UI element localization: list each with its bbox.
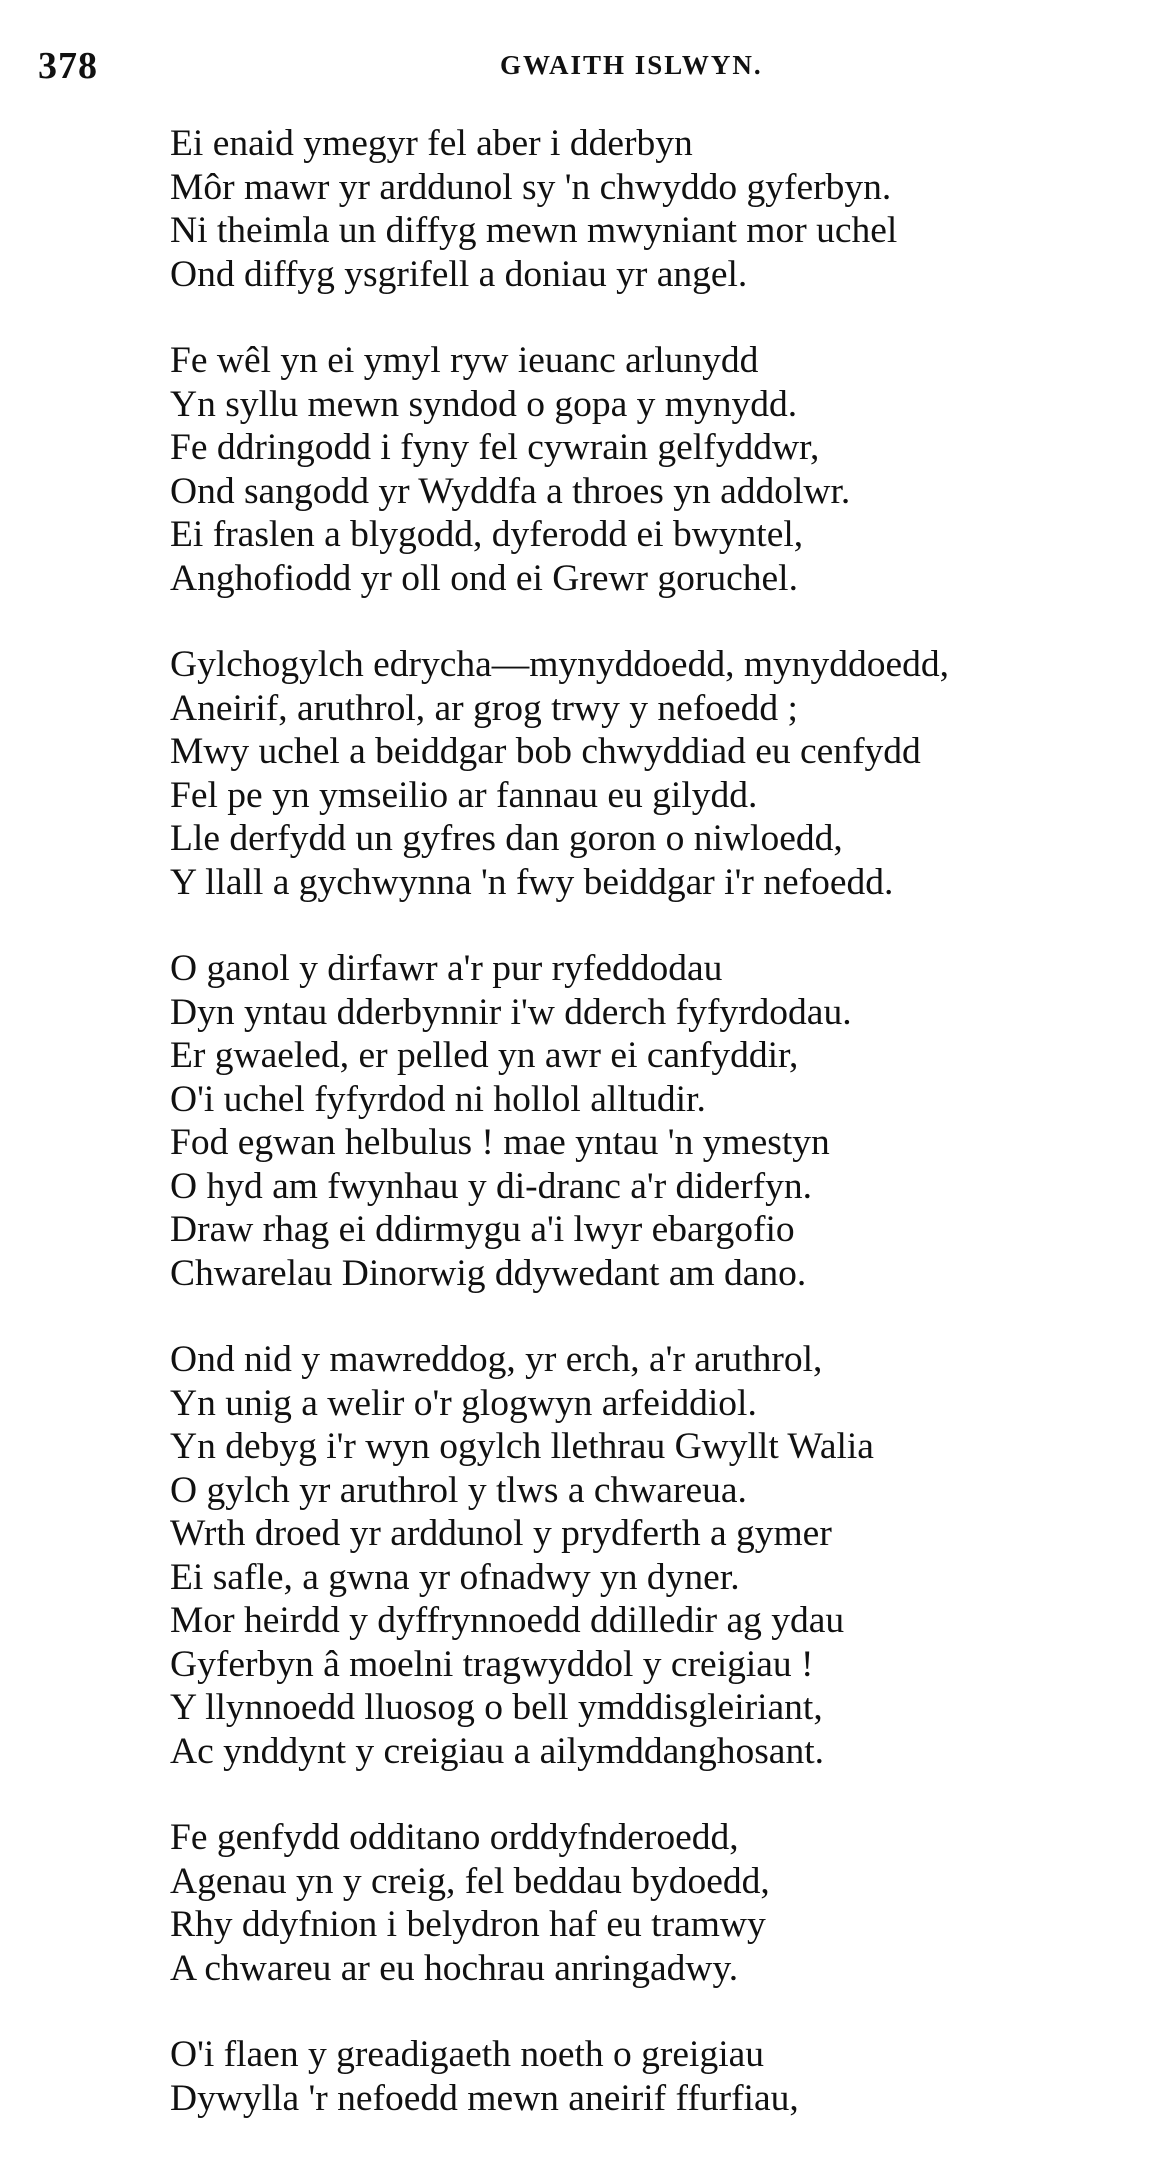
poem-line: Ac ynddynt y creigiau a ailymddanghosant. (170, 1730, 824, 1772)
poem-line: Anghofiodd yr oll ond ei Grewr goruchel. (170, 557, 798, 599)
poem-line: Dywylla 'r nefoedd mewn aneirif ffurfiau, (170, 2077, 799, 2119)
page-number: 378 (38, 45, 98, 87)
stanza (170, 643, 1150, 904)
poem-line: Draw rhag ei ddirmygu a'i lwyr ebargofio (170, 1209, 795, 1250)
poem-line: Ei safle, a gwna yr ofnadwy yn dyner. (170, 1556, 740, 1598)
book-title: GWAITH ISLWYN. (500, 50, 763, 80)
poem-line: Yn debyg i'r wyn ogylch llethrau Gwyllt Walia (170, 1426, 874, 1467)
poem-line: Dyn yntau dderbynnir i'w dderch fyfyrdodau. (170, 991, 852, 1033)
poem-line: Aneirif, aruthrol, ar grog trwy y nefoedd ; (170, 687, 798, 729)
poem-line: Yn syllu mewn syndod o gopa y mynydd. (170, 383, 798, 425)
poem-line: A chwareu ar eu hochrau anringadwy. (170, 1947, 739, 1989)
poem-line: Fod egwan helbulus ! mae yntau 'n ymestyn (170, 1122, 830, 1163)
poem-line: Wrth droed yr arddunol y prydferth a gymer (170, 1513, 832, 1554)
poem-line: Gyferbyn â moelni tragwyddol y creigiau ! (170, 1643, 814, 1685)
poem-body (170, 122, 1150, 2163)
poem-line: O'i flaen y greadigaeth noeth o greigiau (170, 2034, 765, 2075)
poem-line: Ond nid y mawreddog, yr erch, a'r aruthrol, (170, 1339, 823, 1380)
poem-line: Y llall a gychwynna 'n fwy beiddgar i'r nefoedd. (170, 861, 894, 903)
poem-line: Y llynnoedd lluosog o bell ymddisgleiriant, (170, 1687, 823, 1728)
stanza (170, 339, 1150, 600)
stanza (170, 1816, 1150, 1990)
poem-line: O hyd am fwynhau y di-dranc a'r diderfyn. (170, 1165, 812, 1207)
poem-line: Fe ddringodd i fyny fel cywrain gelfyddwr, (170, 427, 820, 468)
poem-line: Ei enaid ymegyr fel aber i dderbyn (170, 123, 693, 164)
stanza (170, 1338, 1150, 1773)
poem-line: O'i uchel fyfyrdod ni hollol alltudir. (170, 1078, 706, 1120)
poem-line: Mwy uchel a beiddgar bob chwyddiad eu cenfydd (170, 731, 921, 772)
poem-line: Mor heirdd y dyffrynnoedd ddilledir ag ydau (170, 1600, 845, 1641)
poem-line: Fel pe yn ymseilio ar fannau eu gilydd. (170, 774, 758, 816)
poem-line: Ni theimla un diffyg mewn mwyniant mor uchel (170, 210, 898, 251)
poem-line: Fe genfydd odditano orddyfnderoedd, (170, 1817, 739, 1858)
poem-line: Gylchogylch edrycha—mynyddoedd, mynyddoedd, (170, 644, 950, 685)
poem-line: Lle derfydd un gyfres dan goron o niwloedd, (170, 818, 843, 859)
poem-line: Chwarelau Dinorwig ddywedant am dano. (170, 1252, 807, 1294)
poem-line: Rhy ddyfnion i belydron haf eu tramwy (170, 1904, 766, 1945)
stanza (170, 122, 1150, 296)
poem-line: O gylch yr aruthrol y tlws a chwareua. (170, 1469, 747, 1511)
poem-line: Ond sangodd yr Wyddfa a throes yn addolwr. (170, 470, 851, 512)
poem-line: Agenau yn y creig, fel beddau bydoedd, (170, 1860, 770, 1902)
poem-line: Ond diffyg ysgrifell a doniau yr angel. (170, 253, 748, 295)
poem-line: Ei fraslen a blygodd, dyferodd ei bwyntel, (170, 514, 804, 555)
stanza (170, 947, 1150, 1295)
poem-line: Er gwaeled, er pelled yn awr ei canfyddir, (170, 1035, 799, 1076)
poem-line: Môr mawr yr arddunol sy 'n chwyddo gyferbyn. (170, 166, 892, 208)
poem-line: Fe wêl yn ei ymyl ryw ieuanc arlunydd (170, 340, 759, 381)
poem-line: O ganol y dirfawr a'r pur ryfeddodau (170, 948, 723, 989)
stanza (170, 2033, 1150, 2120)
poem-line: Yn unig a welir o'r glogwyn arfeiddiol. (170, 1382, 757, 1424)
running-head (30, 44, 1144, 87)
